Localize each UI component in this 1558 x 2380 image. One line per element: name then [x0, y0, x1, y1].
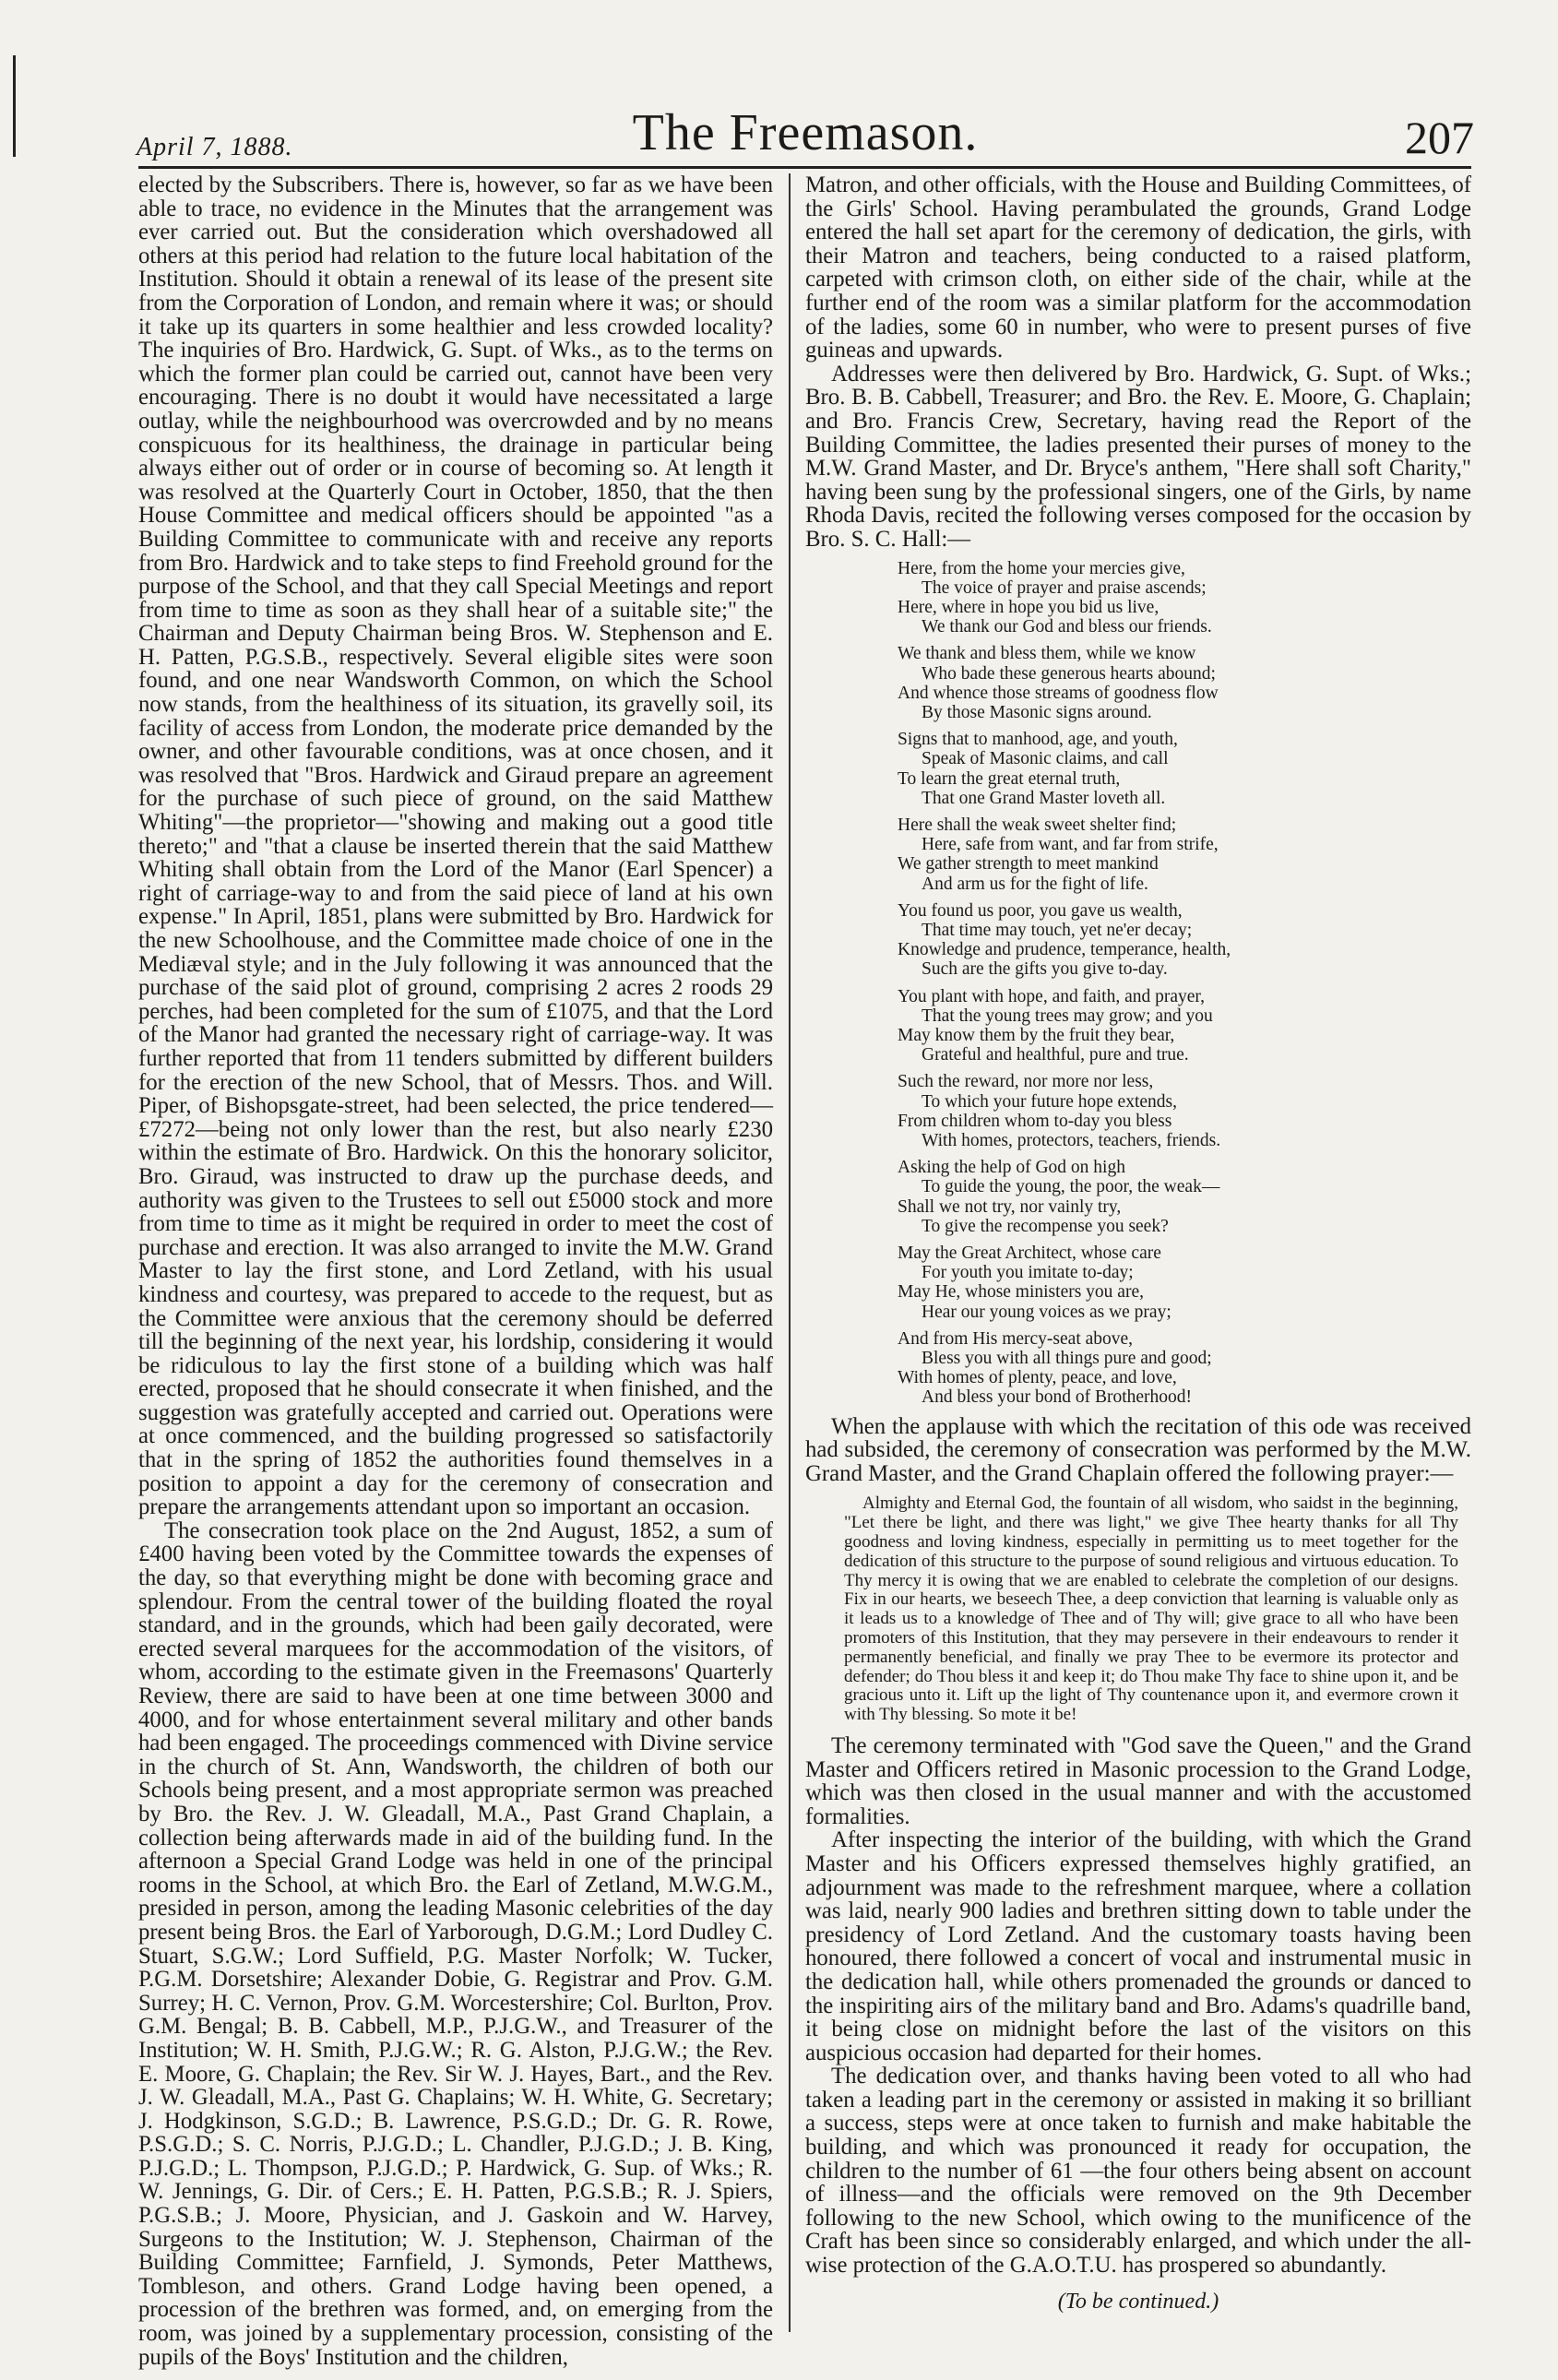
poem-stanza — [898, 901, 1471, 980]
poem-line: You plant with hope, and faith, and prayer, — [898, 986, 1206, 1006]
poem-line: Shall we not try, nor vainly try, — [898, 1196, 1122, 1217]
poem-stanza — [898, 1158, 1471, 1236]
poem-line: You found us poor, you gave us wealth, — [898, 900, 1183, 921]
page-header — [137, 103, 1474, 168]
poem-line: Grateful and healthful, pure and true. — [922, 1045, 1189, 1065]
paragraph: The dedication over, and thanks having been voted to all who had taken a leading part in the ceremony or assisted in making it so brilliant a success, steps were at once taken to furnish and make habitable the building, and which was pronounced it ready for occupation, the children to the number of 61 —the four others being absent on account of illness—and the officials were removed on the 9th December following to the new School, which owing to the munificence of the Craft has been since so considerably enlarged, and which under the all-wise protection of the G.A.O.T.U. has prospered so abundantly. — [805, 2064, 1471, 2279]
poem-line: Signs that to manhood, age, and youth, — [898, 730, 1178, 750]
poem-line: Here shall the weak sweet shelter find; — [898, 815, 1177, 835]
poem-line: Hear our young voices as we pray; — [922, 1302, 1171, 1322]
poem-line: To learn the great eternal truth, — [898, 768, 1121, 789]
poem-line: From children whom to-day you bless — [898, 1111, 1172, 1131]
poem-line: And bless your bond of Brotherhood! — [922, 1387, 1193, 1408]
continued-note: (To be continued.) — [1057, 2289, 1219, 2314]
poem-line: May know them by the fruit they bear, — [898, 1025, 1175, 1045]
poem-line: We thank and bless them, while we know — [898, 644, 1196, 664]
poem-line: And from His mercy-seat above, — [898, 1328, 1134, 1349]
paragraph: Matron, and other officials, with the House and Building Committees, of the Girls' School. Having perambulated the grounds, Grand Lodge entered the hall set apart for the ceremony of dedication, the girls, with their Matron and teachers, being conducted to a raised platform, carpeted with crimson cloth, on either side of the chair, while at the further end of the room was a similar platform for the accommodation of the ladies, some 60 in number, who were to present purses of five guineas and upwards. — [805, 173, 1471, 363]
poem-line: Such the reward, nor more nor less, — [898, 1072, 1154, 1092]
poem-line: Here, from the home your mercies give, — [898, 558, 1185, 578]
poem-line: Here, where in hope you bid us live, — [898, 597, 1160, 617]
poem-line: And whence those streams of goodness flow — [898, 683, 1219, 703]
column-divider — [789, 173, 791, 2332]
poem-stanza — [898, 644, 1471, 722]
paragraph: After inspecting the interior of the building, with which the Grand Master and his Officers expressed themselves highly gratified, an adjournment was made to the refreshment marquee, where a collation was laid, nearly 900 ladies and brethren sitting down to table under the presidency of Lord Zetland. And the customary toasts having been honoured, there followed a concert of vocal and instrumental music in the dedication hall, while others promenaded the grounds or danced to the inspiriting airs of the military band and Bro. Adams's quadrille band, it being close on midnight before the last of the visitors on this auspicious occasion had departed for their homes. — [805, 1827, 1471, 2065]
poem-line: And arm us for the fight of life. — [922, 874, 1148, 894]
poem-line: May the Great Architect, whose care — [898, 1244, 1161, 1263]
poem-line: Asking the help of God on high — [898, 1158, 1125, 1178]
page-edge-mark — [13, 55, 16, 157]
poem-line: For youth you imitate to-day; — [922, 1263, 1134, 1283]
paragraph: When the applause with which the recitation of this ode was received had subsided, the ceremony of consecration was performed by the M.W. Grand Master, and the Grand Chaplain offered the following prayer:— — [805, 1413, 1471, 1486]
page-number: 207 — [1405, 112, 1474, 163]
poem-stanza — [898, 730, 1471, 808]
poem-line: By those Masonic signs around. — [922, 702, 1152, 722]
header-rule — [138, 166, 1471, 169]
poem-line: That one Grand Master loveth all. — [922, 788, 1166, 808]
poem-line: To which your future hope extends, — [922, 1091, 1177, 1112]
issue-date: April 7, 1888. — [137, 133, 293, 161]
poem-line: Such are the gifts you give to-day. — [922, 959, 1168, 980]
poem-stanza — [898, 1244, 1471, 1322]
poem-line: The voice of prayer and praise ascends; — [922, 577, 1207, 598]
masthead-title: The Freemason. — [632, 104, 979, 161]
poem-line: With homes of plenty, peace, and love, — [898, 1368, 1177, 1388]
poem — [898, 559, 1471, 1408]
poem-stanza — [898, 815, 1471, 894]
poem-line: Knowledge and prudence, temperance, health, — [898, 940, 1231, 960]
paragraph: The ceremony terminated with "God save the Queen," and the Grand Master and Officers retired in Masonic procession to the Grand Lodge, which was then closed in the usual manner and with the accustomed formalities. — [805, 1732, 1471, 1829]
poem-stanza — [898, 1072, 1471, 1150]
prayer-text: Almighty and Eternal God, the fountain of all wisdom, who saidst in the beginning, "Let there be light, and there was light," we give Thee hearty thanks for all Thy goodness and loving kindness, especially in permitting us to meet together for the dedication of this structure to the purpose of sound religious and virtuous education. To Thy mercy it is owing that we are enabled to celebrate the completion of our designs. Fix in our hearts, we beseech Thee, a deep conviction that learning is valuable only as it leads us to a knowledge of Thee and of Thy will; give grace to all who have been promoters of this Institution, that they may persevere in their endeavours to render it permanently beneficial, and finally we pray Thee to be evermore its protector and defender; do Thou bless it and keep it; do Thou make Thy face to shine upon it, and be gracious unto it. Lift up the light of Thy countenance upon it, and evermore crown it with Thy blessing. So mote it be! — [844, 1493, 1458, 1725]
poem-line: We thank our God and bless our friends. — [922, 617, 1212, 637]
poem-line: Who bade these generous hearts abound; — [922, 663, 1216, 684]
poem-line: Bless you with all things pure and good; — [922, 1349, 1212, 1369]
left-column — [138, 173, 773, 2369]
poem-line: May He, whose ministers you are, — [898, 1282, 1144, 1303]
poem-stanza — [898, 987, 1471, 1065]
poem-stanza — [898, 1329, 1471, 1408]
paragraph: Addresses were then delivered by Bro. Hardwick, G. Supt. of Wks.; Bro. B. B. Cabbell, Treasurer; and Bro. the Rev. E. Moore, G. Chaplain; and Bro. Francis Crew, Secretary, having read the Report of the Building Committee, the ladies presented their purses of money to the M.W. Grand Master, and Dr. Bryce's anthem, "Here shall soft Charity," having been sung by the professional singers, one of the Girls, by name Rhoda Davis, recited the following verses composed for the occasion by Bro. S. C. Hall:— — [805, 361, 1471, 552]
poem-line: That time may touch, yet ne'er decay; — [922, 920, 1193, 940]
poem-line: Here, safe from want, and far from strife, — [922, 835, 1219, 855]
poem-line: To guide the young, the poor, the weak— — [922, 1177, 1220, 1197]
paragraph: elected by the Subscribers. There is, however, so far as we have been able to trace, no evidence in the Minutes that the arrangement was ever carried out. But the consideration which overshadowed all others at this period had relation to the future local habitation of the Institution. Should it obtain a renewal of its lease of the present site from the Corporation of London, and remain where it was; or should it take up its quarters in some healthier and less crowded locality? The inquiries of Bro. Hardwick, G. Supt. of Wks., as to the terms on which the former plan could be carried out, cannot have been very encouraging. There is no doubt it would have necessitated a large outlay, while the neighbourhood was overcrowded and by no means conspicuous for its healthiness, the drainage in particular being always either out of order or in course of becoming so. At length it was resolved at the Quarterly Court in October, 1850, that the then House Committee and medical officers should be appointed "as a Building Committee to communicate with and receive any reports from Bro. Hardwick and to take steps to find Freehold ground for the purpose of the School, and that they call Special Meetings and report from time to time as soon as they shall hear of a suitable site;" the Chairman and Deputy Chairman being Bros. W. Stephenson and E. H. Patten, P.G.S.B., respectively. Several eligible sites were soon found, and one near Wandsworth Common, on which the School now stands, from the healthiness of its situation, its gravelly soil, its facility of access from London, the moderate price demanded by the owner, and other favourable conditions, was at once chosen, and it was resolved that "Bros. Hardwick and Giraud prepare an agreement for the purchase of such piece of ground, on the said Matthew Whiting"—the proprietor—"showing and making out a good title thereto;" and "that a clause be inserted therein that the said Matthew Whiting shall obtain from the Lord of the Manor (Earl Spencer) a right of carriage-way to and from the said piece of land at his own expense." In April, 1851, plans were submitted by Bro. Hardwick for the new Schoolhouse, and the Committee made choice of one in the Mediæval style; and in the July following it was announced that the purchase of the said plot of ground, comprising 2 acres 2 roods 29 perches, had been completed for the sum of £1075, and that the Lord of the Manor had granted the necessary right of carriage-way. It was further reported that from 11 tenders submitted by different builders for the erection of the new School, that of Messrs. Thos. and Will. Piper, of Bishopsgate-street, had been selected, the price tendered—£7272—being not only lower than the rest, but also nearly £230 within the estimate of Bro. Hardwick. On this the honorary solicitor, Bro. Giraud, was instructed to draw up the purchase deeds, and authority was given to the Trustees to sell out £5000 stock and more from time to time as it might be required in order to meet the cost of purchase and erection. It was also arranged to invite the M.W. Grand Master to lay the first stone, and Lord Zetland, with his usual kindness and courtesy, was prepared to accede to the request, but as the Committee were anxious that the ceremony should be deferred till the beginning of the next year, his lordship, considering it would be ridiculous to lay the first stone of a building which was half erected, proposed that he should consecrate it when finished, and the suggestion was gratefully accepted and carried out. Operations were at once commenced, and the building progressed so satisfactorily that in the spring of 1852 the authorities found themselves in a position to appoint a day for the ceremony of consecration and prepare the arrangements attendant upon so important an occasion. — [138, 173, 773, 1520]
poem-line: To give the recompense you seek? — [922, 1216, 1169, 1236]
poem-line: We gather strength to meet mankind — [898, 854, 1159, 875]
poem-line: Speak of Masonic claims, and call — [922, 749, 1169, 769]
right-column — [805, 173, 1471, 2314]
poem-line: With homes, protectors, teachers, friends. — [922, 1130, 1221, 1150]
poem-line: That the young trees may grow; and you — [922, 1006, 1213, 1026]
poem-stanza — [898, 559, 1471, 637]
paragraph: The consecration took place on the 2nd August, 1852, a sum of £400 having been voted by the Committee towards the expenses of the day, so that everything might be done with becoming grace and splendour. From the central tower of the building floated the royal standard, and in the grounds, which had been gaily decorated, were erected several marquees for the accommodation of the visitors, of whom, according to the estimate given in the Freemasons' Quarterly Review, there are said to have been at one time between 3000 and 4000, and for whose entertainment several military and other bands had been engaged. The proceedings commenced with Divine service in the church of St. Ann, Wandsworth, the children of both our Schools being present, and a most appropriate sermon was preached by Bro. the Rev. J. W. Gleadall, M.A., Past Grand Chaplain, a collection being afterwards made in aid of the building fund. In the afternoon a Special Grand Lodge was held in one of the principal rooms in the School, at which Bro. the Earl of Zetland, M.W.G.M., presided in person, among the leading Masonic celebrities of the day present being Bros. the Earl of Yarborough, D.G.M.; Lord Dudley C. Stuart, S.G.W.; Lord Suffield, P.G. Master Norfolk; W. Tucker, P.G.M. Dorsetshire; Alexander Dobie, G. Registrar and Prov. G.M. Surrey; H. C. Vernon, Prov. G.M. Worcestershire; Col. Burlton, Prov. G.M. Bengal; B. B. Cabbell, M.P., P.J.G.W., and Treasurer of the Institution; W. H. Smith, P.J.G.W.; R. G. Alston, P.J.G.W.; the Rev. E. Moore, G. Chaplain; the Rev. Sir W. J. Hayes, Bart., and the Rev. J. W. Gleadall, M.A., Past G. Chaplains; W. H. White, G. Secretary; J. Hodgkinson, S.G.D.; B. Lawrence, P.S.G.D.; Dr. G. R. Rowe, P.S.G.D.; S. C. Norris, P.J.G.D.; L. Chandler, P.J.G.D.; J. B. King, P.J.G.D.; L. Thompson, P.J.G.D.; P. Hardwick, G. Sup. of Wks.; R. W. Jennings, G. Dir. of Cers.; E. H. Patten, P.G.S.B.; R. J. Spiers, P.G.S.B.; J. Moore, Physician, and J. Gaskoin and W. Harvey, Surgeons to the Institution; W. J. Stephenson, Chairman of the Building Committee; Farnfield, J. Symonds, Peter Matthews, Tombleson, and others. Grand Lodge having been opened, a procession of the brethren was formed, and, on emerging from the room, was joined by a supplementary procession, consisting of the pupils of the Boys' Institution and the children, — [138, 1517, 773, 2370]
